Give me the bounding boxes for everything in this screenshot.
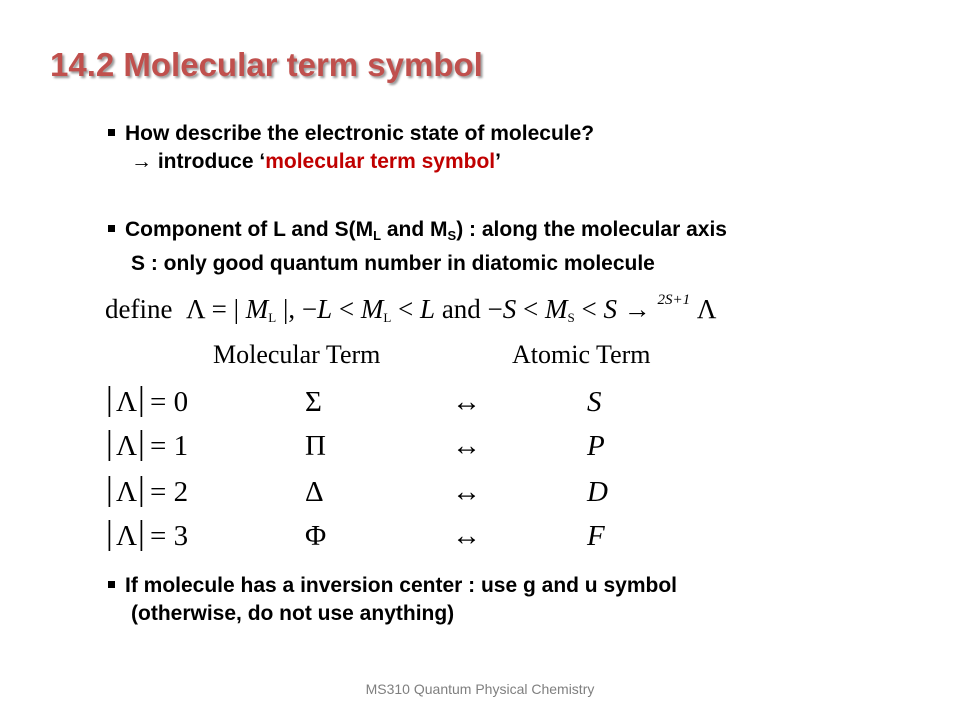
term-row: | Λ | = 2 Δ ↔ D bbox=[106, 471, 608, 508]
term-row: | Λ | = 3 Φ ↔ F bbox=[106, 515, 605, 552]
bullet-continuation: → introduce ‘molecular term symbol’ bbox=[131, 150, 501, 173]
bullet-square-icon bbox=[108, 129, 115, 136]
molecular-term-header: Molecular Term bbox=[213, 340, 381, 369]
bullet-square-icon bbox=[108, 581, 115, 588]
bullet-continuation: (otherwise, do not use anything) bbox=[131, 602, 455, 625]
definition-equation: define Λ = | $M_L$ |, $-L < M_L < L$ and $-S < M_S < S \to ^{2S+1}$ Λ bbox=[105, 292, 717, 325]
bullet-inversion-center: If molecule has a inversion center : use g and u symbol (otherwise, do not use anything) bbox=[108, 572, 677, 628]
bullet-square-icon bbox=[108, 225, 115, 232]
slide-footer: MS310 Quantum Physical Chemistry bbox=[365, 681, 595, 697]
bullet-component: Component of L and $S(M_L$ and $M_S$) : along the molecular axis S : only good quantum number in diatomic molecule bbox=[108, 216, 727, 278]
slide-title: 14.2 Molecular term symbol bbox=[50, 46, 483, 83]
bullet-text: How describe the electronic state of molecule? bbox=[125, 122, 595, 145]
term-row: | Λ | = 1 Π ↔ P bbox=[106, 425, 605, 462]
highlight-term: molecular term symbol bbox=[265, 150, 496, 173]
term-row: | Λ | = 0 Σ ↔ S bbox=[106, 381, 602, 418]
atomic-term-header: Atomic Term bbox=[512, 340, 651, 369]
bullet-continuation: S : only good quantum number in diatomic molecule bbox=[131, 252, 655, 275]
bullet-electronic-state bbox=[108, 120, 594, 176]
